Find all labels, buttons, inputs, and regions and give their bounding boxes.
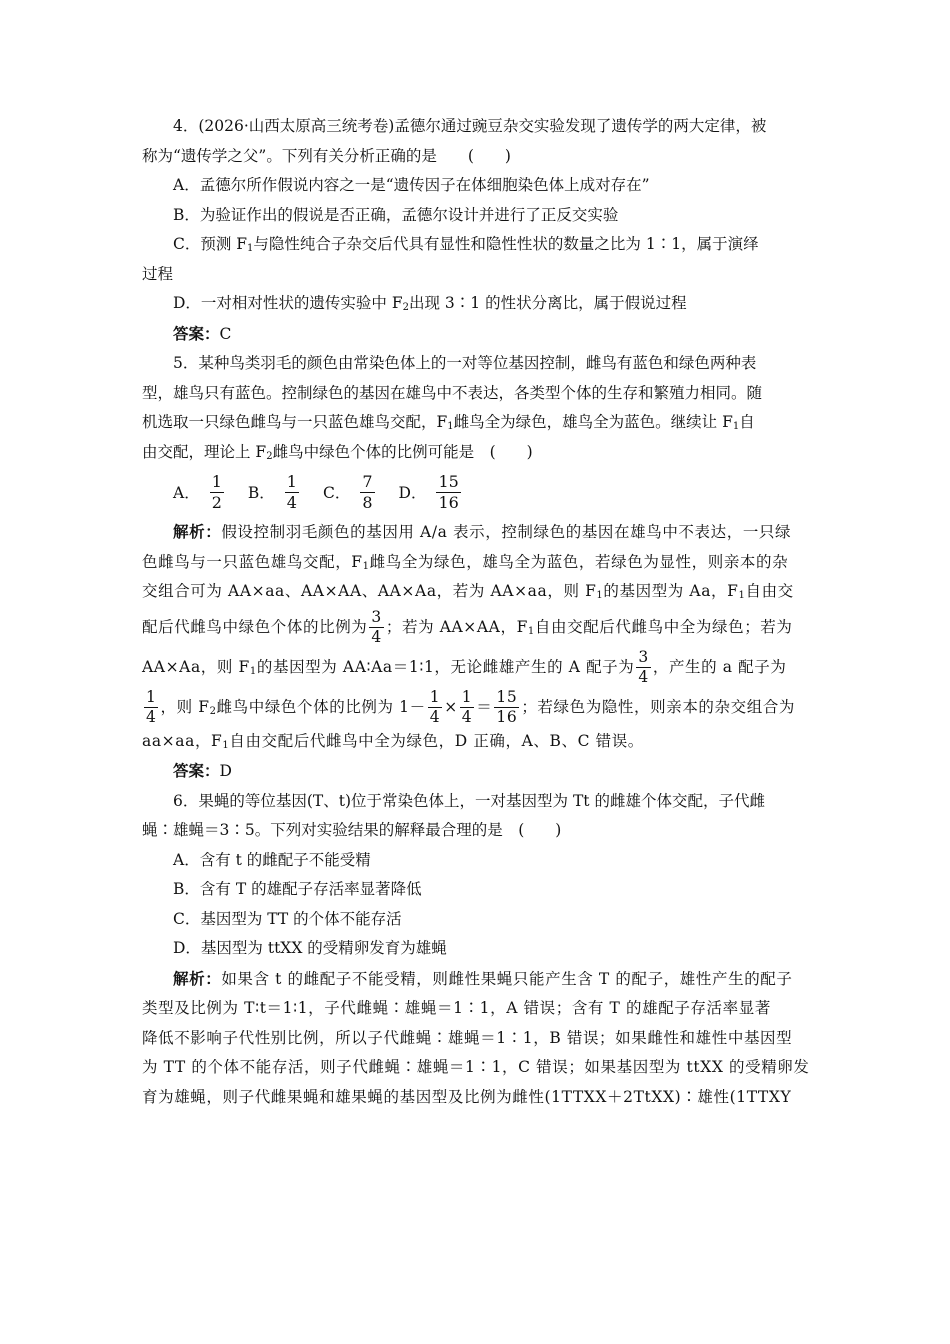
q5-explanation-3: 交组合可为 AA×aa、AA×AA、AA×Aa，若为 AA×aa，则 $F_1$的基因型为 Aa，$F_1$自由交 bbox=[142, 582, 794, 601]
q4-option-c-cont: 过程 bbox=[142, 264, 174, 283]
q5-stem: 5．某种鸟类羽毛的颜色由常染色体上的一对等位基因控制，雌鸟有蓝色和绿色两种表 bbox=[173, 354, 757, 372]
q5-explanation-5: AA×Aa，则 $F_1$的基因型为 AA∶Aa＝1∶1，无论雌雄产生的 A 配子为 $\frac{3}{4}$ ，产生的 a 配子为 bbox=[142, 647, 787, 686]
q5-explanation-7: aa×aa，$F_1$自由交配后代雌鸟中全为绿色，D 正确，A、B、C 错误。 bbox=[142, 731, 644, 751]
q4-answer: 答案：C bbox=[173, 323, 232, 343]
q4-stem-cont: 称为“遗传学之父”。下列有关分析正确的是 ( ) bbox=[142, 146, 511, 165]
q6-explanation-3: 降低不影响子代性别比例，所以子代雌蝇∶雄蝇＝1∶1，B 错误；如果雌性和雄性中基因型 bbox=[142, 1028, 793, 1047]
q5-choice-b: B． $\frac{1}{4}$ bbox=[247, 471, 297, 512]
q5-explanation: 解析：假设控制羽毛颜色的基因用 A/a 表示，控制绿色的基因在雄鸟中不表达，一只绿 bbox=[173, 522, 792, 541]
q5-stem-3: 机选取一只绿色雌鸟与一只蓝色雄鸟交配，$F_1$雌鸟全为绿色，雄鸟全为蓝色。继续让 $F_1$自 bbox=[142, 413, 755, 432]
q6-explanation-2: 类型及比例为 T∶t＝1∶1，子代雌蝇∶雄蝇＝1∶1，A 错误；含有 T 的雄配子存活率显著 bbox=[142, 999, 771, 1017]
q5-stem-4: 由交配，理论上 $F_2$雌鸟中绿色个体的比例可能是 ( ) bbox=[142, 442, 533, 462]
q5-explanation-2: 色雌鸟与一只蓝色雄鸟交配，$F_1$雌鸟全为绿色，雄鸟全为蓝色，若绿色为显性，则亲本的杂 bbox=[142, 552, 789, 572]
q6-explanation-4: 为 TT 的个体不能存活，则子代雌蝇∶雄蝇＝1∶1，C 错误；如果基因型为 ttXX 的受精卵发 bbox=[142, 1058, 810, 1076]
q5-answer: 答案：D bbox=[173, 761, 232, 780]
q5-explanation-6: $\frac{1}{4}$ ，则 $F_2$雌鸟中绿色个体的比例为 1－ $\frac{1}{4}$ × $\frac{1}{4}$ ＝ $\frac{15}{16}$ ；若绿色为隐性，则亲本的杂交组合为 bbox=[146, 687, 796, 726]
q6-explanation: 解析：如果含 t 的雌配子不能受精，则雌性果蝇只能产生含 T 的配子，雄性产生的配子 bbox=[173, 968, 793, 988]
fraction: $\frac{1}{4}$ bbox=[429, 687, 441, 726]
fraction: $\frac{15}{16}$ bbox=[496, 687, 518, 726]
q4-option-a: A．孟德尔所作假说内容之一是“遗传因子在体细胞染色体上成对存在” bbox=[173, 176, 650, 194]
q6-stem: 6．果蝇的等位基因(T、t)位于常染色体上，一对基因型为 Tt 的雌雄个体交配，子代雌 bbox=[173, 791, 765, 810]
q6-option-c: C．基因型为 TT 的个体不能存活 bbox=[173, 909, 402, 928]
q6-option-a: A．含有 t 的雌配子不能受精 bbox=[173, 850, 371, 869]
fraction: $\frac{1}{4}$ bbox=[461, 687, 473, 726]
q5-explanation-4: 配后代雌鸟中绿色个体的比例为 $\frac{3}{4}$ ；若为 AA×AA，$F_1$自由交配后代雌鸟中全为绿色；若为 bbox=[142, 607, 793, 646]
fraction: $\frac{3}{4}$ bbox=[638, 647, 649, 686]
q4-option-c: C．预测 $F_1$与隐性纯合子杂交后代具有显性和隐性性状的数量之比为 1∶1，属于演绎 bbox=[173, 235, 759, 254]
q5-choice-c: C． $\frac{7}{8}$ bbox=[322, 471, 373, 512]
fraction: $\frac{1}{4}$ bbox=[146, 687, 157, 726]
document-page bbox=[142, 112, 812, 1112]
q5-choice-a: A． $\frac{1}{2}$ bbox=[173, 471, 222, 512]
q5-stem-2: 型，雄鸟只有蓝色。控制绿色的基因在雄鸟中不表达，各类型个体的生存和繁殖力相同。随 bbox=[142, 383, 763, 402]
q4-option-d: D．一对相对性状的遗传实验中 $F_2$出现 3∶1 的性状分离比，属于假说过程 bbox=[173, 294, 687, 313]
q5-choice-d: D． $\frac{15}{16}$ bbox=[398, 471, 459, 512]
q4-option-b: B．为验证作出的假说是否正确，孟德尔设计并进行了正反交实验 bbox=[173, 205, 619, 224]
q6-option-b: B．含有 T 的雄配子存活率显著降低 bbox=[173, 880, 422, 898]
q4-stem: 4．(2026·山西太原高三统考卷)孟德尔通过豌豆杂交实验发现了遗传学的两大定律，被 bbox=[173, 117, 767, 135]
q5-choices bbox=[142, 467, 812, 517]
fraction: $\frac{3}{4}$ bbox=[371, 607, 382, 646]
q6-stem-2: 蝇∶雄蝇＝3∶5。下列对实验结果的解释最合理的是 ( ) bbox=[142, 821, 562, 839]
q6-option-d: D．基因型为 ttXX 的受精卵发育为雄蝇 bbox=[173, 939, 447, 957]
q6-explanation-5: 育为雄蝇，则子代雌果蝇和雄果蝇的基因型及比例为雌性(1TTXX＋2TtXX)∶雄性(1TTXY bbox=[142, 1087, 792, 1106]
